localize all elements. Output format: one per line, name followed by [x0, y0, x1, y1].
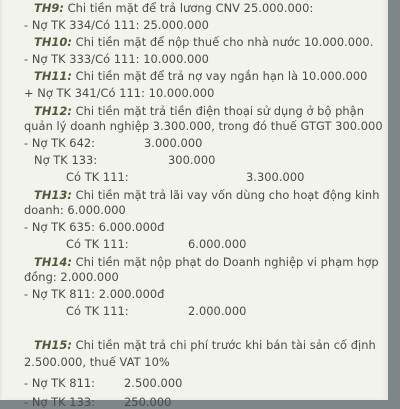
th12-debit-642-value: 3.000.000: [144, 136, 203, 150]
th11-heading: [34, 70, 367, 83]
th13-text: Chi tiền mặt trả lãi vay vốn dùng cho hoạt động kinh: [71, 188, 380, 202]
th9-label: TH9:: [34, 1, 64, 15]
th11-label: TH11:: [34, 69, 72, 83]
th11-text: Chi tiền mặt để trả nợ vay ngắn hạn là 10.000.000: [71, 69, 368, 83]
th15-heading-visible: [34, 339, 376, 352]
th14-heading: [34, 256, 379, 269]
th14-credit-111-label: Có TK 111:: [66, 304, 129, 318]
th12-label: TH12:: [34, 104, 72, 118]
th9-heading: [34, 2, 313, 15]
th12-credit-111-value: 3.300.000: [246, 170, 305, 184]
th10-entry: - Nợ TK 333/Có 111: 10.000.000: [24, 52, 209, 66]
th10-heading: [34, 36, 373, 49]
th13-debit-635: - Nợ TK 635: 6.000.000đ: [24, 220, 165, 234]
th12-credit-111-label: Có TK 111:: [66, 170, 129, 184]
th12-heading: [34, 105, 364, 118]
th13-label: TH13:: [34, 188, 72, 202]
th15-text-cont: 2.500.000, thuế VAT 10%: [24, 355, 170, 369]
th13-text-cont: doanh: 6.000.000: [24, 203, 126, 217]
th15-debit-811-value: 2.500.000: [124, 376, 183, 390]
th15-debit-811-label: - Nợ TK 811:: [24, 376, 96, 390]
th14-debit-811: - Nợ TK 811: 2.000.000đ: [24, 287, 165, 301]
th13-credit-111-label: Có TK 111:: [66, 237, 129, 251]
th12-debit-642-label: - Nợ TK 642:: [24, 136, 96, 150]
th12-text: Chi tiền mặt trả tiền điện thoại sử dụng ở bộ phận: [71, 104, 364, 118]
th10-text: Chi tiền mặt để nộp thuế cho nhà nước 10.000.000.: [71, 35, 374, 49]
th14-text-cont: đồng: 2.000.000: [24, 270, 119, 284]
th14-label: TH14:: [34, 255, 72, 269]
th12-debit-133-value: 300.000: [168, 153, 216, 167]
th12-debit-133-label: Nợ TK 133:: [34, 153, 98, 167]
th11-entry: + Nợ TK 341/Có 111: 10.000.000: [24, 86, 215, 100]
th13-heading: [34, 189, 379, 202]
th15-text-visible: Chi tiền mặt trả chi phí trước khi bán tài sản cố định: [71, 338, 376, 352]
th15-label-visible: TH15:: [34, 338, 72, 352]
th13-credit-111-value: 6.000.000: [188, 237, 247, 251]
th15-debit-133-value: 250.000: [124, 395, 172, 409]
th9-entry: - Nợ TK 334/Có 111: 25.000.000: [24, 18, 209, 32]
th12-text-cont: quản lý doanh nghiệp 3.300.000, trong đó thuế GTGT 300.000: [24, 119, 383, 133]
th15-debit-133-label: - Nợ TK 133:: [24, 395, 96, 409]
th14-text: Chi tiền mặt nộp phạt do Doanh nghiệp vi phạm hợp: [71, 255, 379, 269]
th10-label: TH10:: [34, 35, 72, 49]
th14-credit-111-value: 2.000.000: [188, 304, 247, 318]
th9-text: Chi tiền mặt để trả lương CNV 25.000.000:: [63, 1, 314, 15]
